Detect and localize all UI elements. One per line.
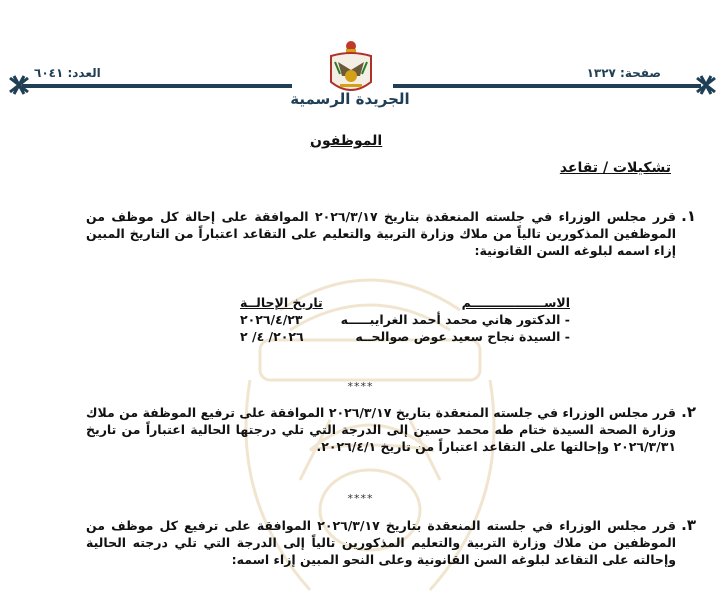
item-number: ٣. [681, 516, 696, 534]
header-rule-right [393, 84, 701, 88]
column-header-name: الاســـــــــــــــــم [461, 295, 570, 310]
item-text: قرر مجلس الوزراء في جلسته المنعقدة بتاريخ ٢٠٢٦/٣/١٧ الموافقة على ترفيع الموظفة من ملاك وزارة الصحة السيدة ختام طه محمد حسين إلى الدرجة التي تلي درجتها الحالية اعتباراً من تاريخ ٢٠٢٦/٣/٣١ وإحالتها على التقاعد اعتباراً من تاريخ ٢٠٢٦/٤/١. [86, 405, 676, 454]
decision-item [86, 516, 696, 568]
cell-name: - السيدة نجاح سعيد عوض صوالحــه [355, 329, 570, 344]
section-title: الموظفون [310, 133, 383, 149]
header-rule-left [22, 84, 292, 88]
item-text: قرر مجلس الوزراء في جلسته المنعقدة بتاريخ ٢٠٢٦/٣/١٧ الموافقة على إحالة كل موظف من الموظفين المذكورين تالياً من ملاك وزارة التربية والتعليم على التقاعد اعتباراً من التاريخ المبين إزاء اسمه لبلوغه السن القانونية: [86, 209, 676, 258]
separator: **** [347, 492, 374, 505]
item-text: قرر مجلس الوزراء في جلسته المنعقدة بتاريخ ٢٠٢٦/٣/١٧ الموافقة على ترفيع كل موظف من الموظفين من ملاك وزارة التربية والتعليم المذكورين تالياً إلى الدرجة التي تلي درجته الحالية وإحالته على التقاعد لبلوغه السن القانونية وعلى النحو المبين إزاء اسمه: [86, 518, 676, 567]
retirees-table [240, 294, 570, 345]
gazette-title: الجريدة الرسمية [290, 90, 410, 108]
table-row [240, 311, 570, 328]
item-number: ١. [681, 207, 696, 225]
cell-name: - الدكتور هاني محمد أحمد الغرايبـــــه [340, 312, 570, 327]
decision-item [86, 207, 696, 259]
issue-number: العدد: ٦٠٤١ [34, 66, 101, 80]
ornament-knot-icon [695, 74, 717, 96]
cell-date: ٢٠٢٦/٤/٢٣ [240, 312, 303, 327]
item-number: ٢. [681, 403, 696, 421]
decision-item [86, 403, 696, 455]
table-header-row [240, 294, 570, 311]
separator: **** [347, 380, 374, 393]
column-header-date: تاريخ الإحالــة [240, 295, 323, 310]
page-number: صفحة: ١٣٢٧ [586, 66, 661, 80]
table-row [240, 328, 570, 345]
cell-date: ٢٠٢٦/ ٤/ ٢ [240, 329, 304, 344]
subsection-title: تشكيلات / تقاعد [559, 160, 671, 176]
